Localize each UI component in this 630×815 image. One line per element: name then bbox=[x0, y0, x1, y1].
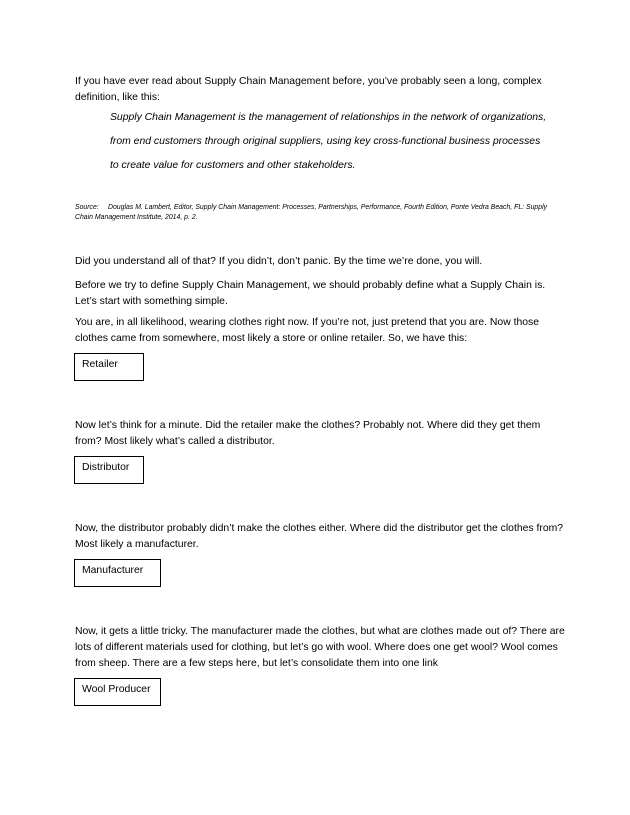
distributor-box: Distributor bbox=[74, 456, 144, 484]
understand-paragraph: Did you understand all of that? If you didn’t, don’t panic. By the time we’re done, you will. bbox=[75, 256, 483, 267]
distributor-question-paragraph: Now, the distributor probably didn’t make the clothes either. Where did the distributor get the clothes from? Most likely a manufacturer. bbox=[75, 523, 564, 550]
quote-line-3: to create value for customers and other stakeholders. bbox=[110, 160, 356, 171]
quote-line-2: from end customers through original suppliers, using key cross-functional business processes bbox=[110, 136, 541, 147]
wool-producer-box: Wool Producer bbox=[74, 678, 161, 706]
source-citation bbox=[75, 203, 565, 223]
clothes-paragraph: You are, in all likelihood, wearing clothes right now. If you’re not, just pretend that you are. Now those clothes came from somewhere, most likely a store or online retailer. So, we have this: bbox=[75, 317, 540, 344]
source-text: Douglas M. Lambert, Editor, Supply Chain Management: Processes, Partnerships, Performance, Fourth Edition, Ponte Vedra Beach, FL: Supply Chain Management Institute, 2014, p. 2. bbox=[75, 204, 548, 221]
quote-line-1: Supply Chain Management is the management of relationships in the network of organizations, bbox=[110, 112, 547, 123]
retailer-box: Retailer bbox=[74, 353, 144, 381]
intro-paragraph: If you have ever read about Supply Chain Management before, you’ve probably seen a long, complex definition, like this: bbox=[75, 76, 542, 103]
retailer-question-paragraph: Now let’s think for a minute. Did the retailer make the clothes? Probably not. Where did they get them from? Most likely what’s called a distributor. bbox=[75, 420, 541, 447]
manufacturer-box: Manufacturer bbox=[74, 559, 161, 587]
manufacturer-question-paragraph: Now, it gets a little tricky. The manufacturer made the clothes, but what are clothes made out of? There are lots of different materials used for clothing, but let’s go with wool. Where does one get wool? Wool comes from sheep. There are a few steps here, but let’s consolidate them into one link bbox=[75, 626, 565, 669]
define-paragraph: Before we try to define Supply Chain Management, we should probably define what a Supply Chain is. Let’s start with something simple. bbox=[75, 280, 546, 307]
source-label: Source: bbox=[75, 204, 99, 211]
